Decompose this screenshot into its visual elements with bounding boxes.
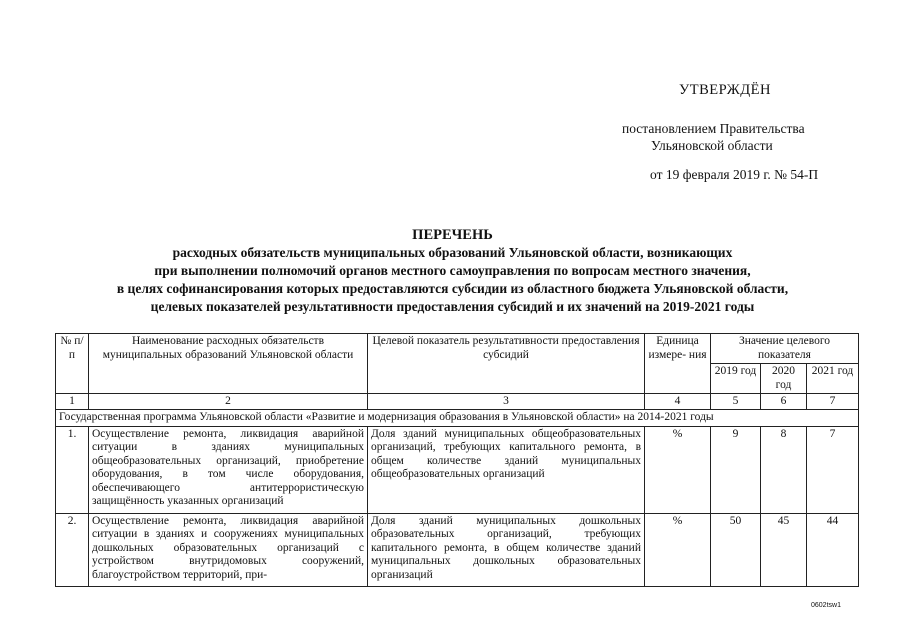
table-row: [56, 513, 859, 586]
header-row-1: [56, 334, 859, 364]
row-value-2021: 44: [807, 513, 859, 586]
row-value-2020: 8: [761, 426, 807, 513]
col-number: 4: [645, 394, 711, 410]
title-main: ПЕРЕЧЕНЬ: [412, 227, 493, 243]
approval-date: от 19 февраля 2019 г. № 54-П: [650, 167, 819, 182]
header-unit: Единица измере- ния: [645, 334, 711, 394]
row-obligation-name: Осуществление ремонта, ликвидация аварийной ситуации в зданиях муниципальных общеобразовательных организаций, приобретение оборудования, в том числе оборудования, обеспечивающего антитеррористическую защищённость указанных организаций: [89, 426, 368, 513]
approval-line-1: постановлением Правительства: [622, 121, 805, 136]
header-name: Наименование расходных обязательств муниципальных образований Ульяновской области: [89, 334, 368, 394]
header-indicator: Целевой показатель результативности предоставления субсидий: [368, 334, 645, 394]
col-number: 2: [89, 394, 368, 410]
row-value-2019: 9: [711, 426, 761, 513]
footer-code: 0602tsw1: [811, 602, 841, 609]
row-value-2021: 7: [807, 426, 859, 513]
column-number-row: [56, 394, 859, 410]
col-number: 5: [711, 394, 761, 410]
title-line-3: в целях софинансирования которых предоставляются субсидии из областного бюджета Ульяновской области,: [116, 281, 789, 296]
row-obligation-name: Осуществление ремонта, ликвидация аварийной ситуации в зданиях и сооружениях муниципальных дошкольных образовательных организаций с устройством внутридомовых сооружений, благоустройством территорий, при-: [89, 513, 368, 586]
approval-line-2: Ульяновской области: [651, 138, 773, 153]
row-indicator: Доля зданий муниципальных дошкольных образовательных организаций, требующих капитального ремонта, в общем количестве зданий муниципальных дошкольных образовательных организаций: [368, 513, 645, 586]
row-value-2019: 50: [711, 513, 761, 586]
header-year-2019: 2019 год: [711, 364, 761, 394]
col-number: 7: [807, 394, 859, 410]
row-number: 2.: [56, 513, 89, 586]
col-number: 6: [761, 394, 807, 410]
program-title: Государственная программа Ульяновской области «Развитие и модернизация образования в Ульяновской области» на 2014-2021 годы: [56, 410, 859, 427]
header-num: № п/п: [56, 334, 89, 394]
row-value-2020: 45: [761, 513, 807, 586]
row-indicator: Доля зданий муниципальных общеобразовательных организаций, требующих капитального ремонта, в общем количестве зданий муниципальных общеобразовательных организаций: [368, 426, 645, 513]
row-number: 1.: [56, 426, 89, 513]
header-year-2020: 2020 год: [761, 364, 807, 394]
obligations-table: [55, 333, 859, 587]
title-line-2: при выполнении полномочий органов местного самоуправления по вопросам местного значения,: [154, 263, 751, 278]
title-line-4: целевых показателей результативности предоставления субсидий и их значений на 2019-2021 годы: [150, 299, 755, 314]
approval-heading: УТВЕРЖДЁН: [679, 82, 771, 98]
program-row: [56, 410, 859, 427]
approval-block: [0, 0, 905, 200]
header-year-2021: 2021 год: [807, 364, 859, 394]
header-values: Значение целевого показателя: [711, 334, 859, 364]
row-unit: %: [645, 426, 711, 513]
row-unit: %: [645, 513, 711, 586]
col-number: 3: [368, 394, 645, 410]
table-row: [56, 426, 859, 513]
col-number: 1: [56, 394, 89, 410]
title-line-1: расходных обязательств муниципальных образований Ульяновской области, возникающих: [172, 245, 733, 260]
document-title: [0, 226, 905, 316]
